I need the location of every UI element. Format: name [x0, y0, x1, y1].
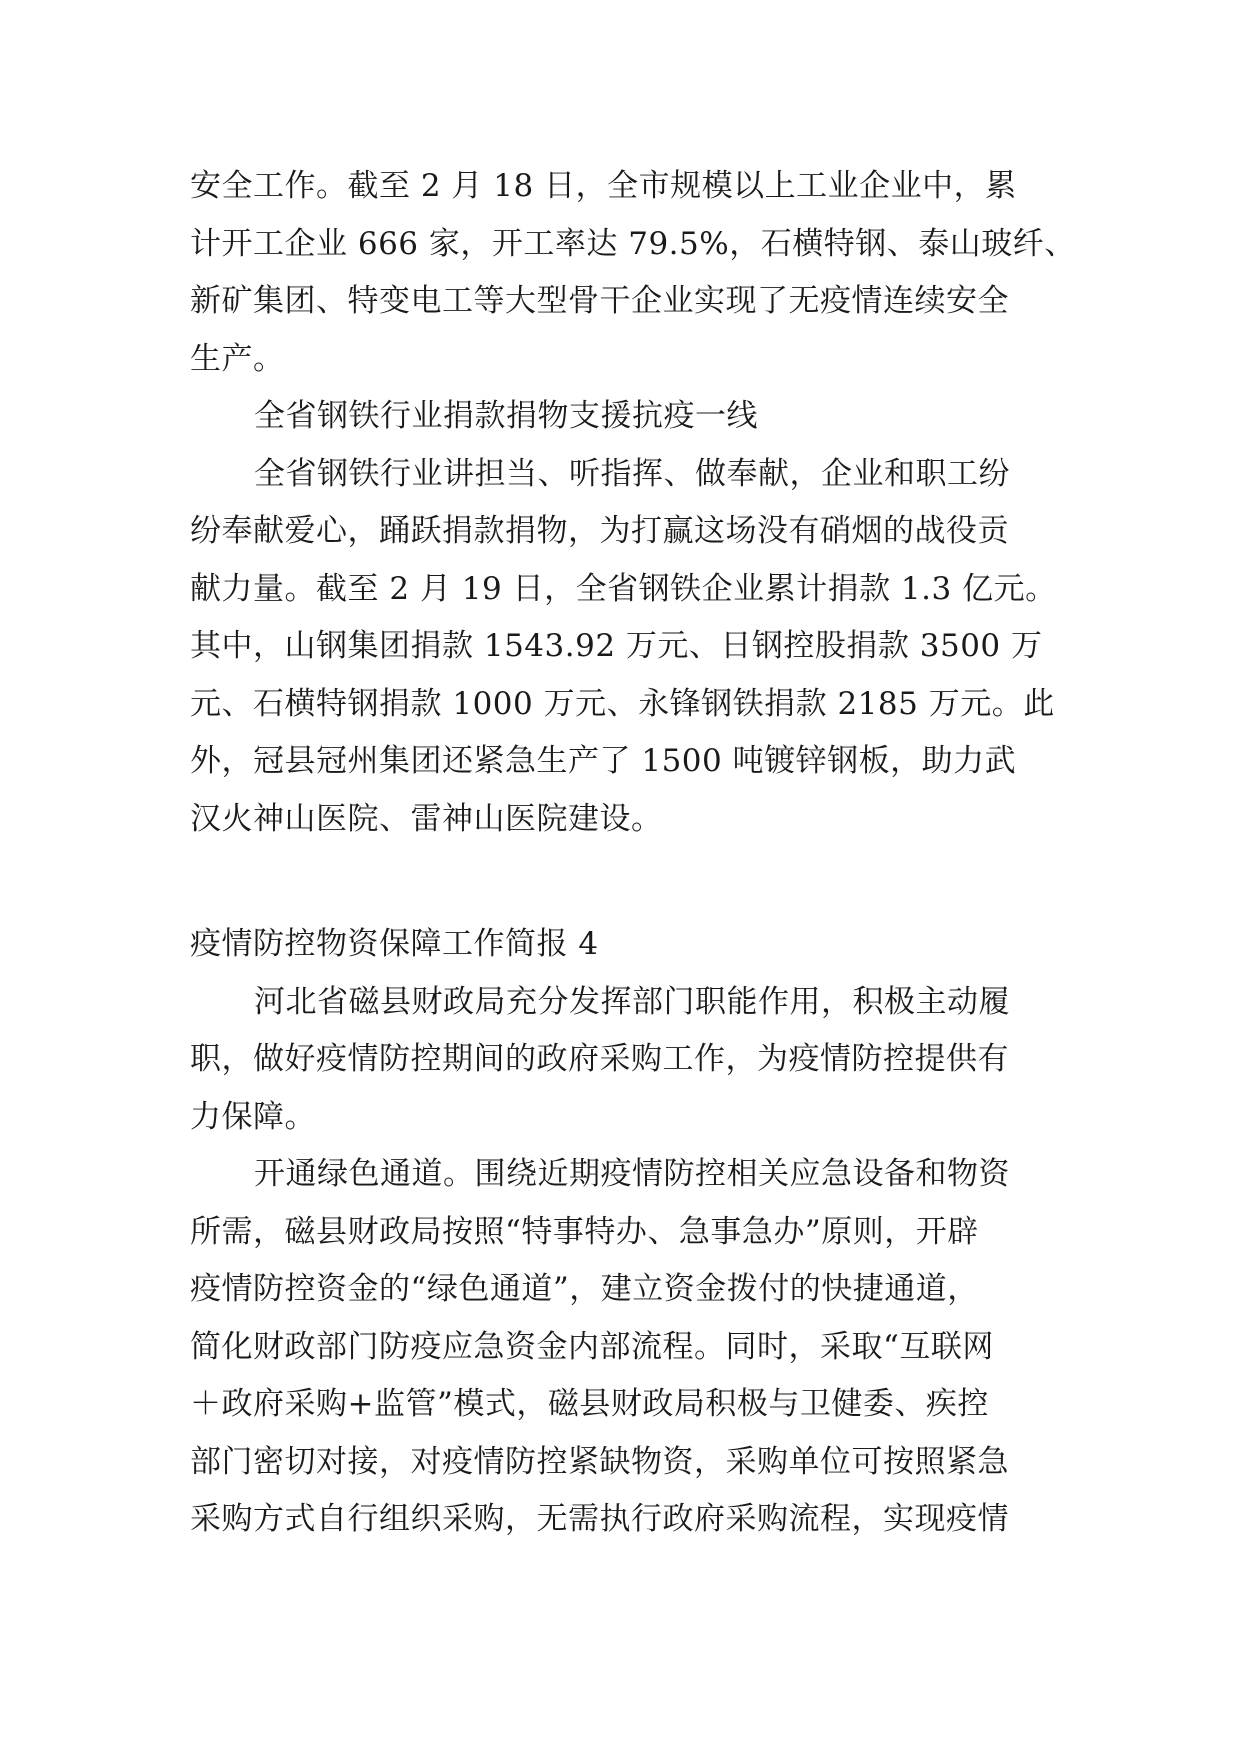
paragraph-line: 新矿集团、特变电工等大型骨干企业实现了无疫情连续安全 — [190, 283, 1009, 319]
paragraph-line: 外，冠县冠州集团还紧急生产了 1500 吨镀锌钢板，助力武 — [190, 743, 1017, 779]
paragraph-line: 汉火神山医院、雷神山医院建设。 — [190, 800, 663, 837]
paragraph-line: 计开工企业 666 家，开工率达 79.5%，石横特钢、泰山玻纤、 — [190, 225, 1076, 262]
paragraph-line: 采购方式自行组织采购，无需执行政府采购流程，实现疫情 — [190, 1501, 1009, 1537]
paragraph-line: 所需，磁县财政局按照“特事特办、急事急办”原则，开辟 — [190, 1213, 979, 1250]
paragraph-line: 其中，山钢集团捐款 1543.92 万元、日钢控股捐款 3500 万 — [190, 628, 1043, 664]
paragraph-3 — [190, 974, 1060, 1147]
paragraph-line: 全省钢铁行业讲担当、听指挥、做奉献，企业和职工纷 — [254, 455, 1010, 492]
paragraph-line: 职，做好疫情防控期间的政府采购工作，为疫情防控提供有 — [190, 1041, 1009, 1077]
paragraph-line: 疫情防控资金的“绿色通道”，建立资金拨付的快捷通道， — [190, 1271, 979, 1307]
paragraph-line: 纷奉献爱心，踊跃捐款捐物，为打赢这场没有硝烟的战役贡 — [190, 513, 1009, 549]
paragraph-line: 河北省磁县财政局充分发挥部门职能作用，积极主动履 — [254, 983, 1010, 1020]
paragraph-line: 开通绿色通道。围绕近期疫情防控相关应急设备和物资 — [254, 1156, 1010, 1192]
paragraph-1 — [190, 158, 1076, 388]
paragraph-line: 简化财政部门防疫应急资金内部流程。同时，采取“互联网 — [190, 1328, 994, 1365]
paragraph-line: 生产。 — [190, 340, 285, 377]
paragraph-line: 献力量。截至 2 月 19 日，全省钢铁企业累计捐款 1.3 亿元。 — [190, 570, 1057, 607]
paragraph-line: 安全工作。截至 2 月 18 日，全市规模以上工业企业中，累 — [190, 168, 1017, 204]
section-title: 疫情防控物资保障工作简报 4 — [190, 926, 599, 962]
paragraph-line: ＋政府采购+监管”模式，磁县财政局积极与卫健委、疾控 — [190, 1386, 989, 1422]
paragraph-line: 部门密切对接，对疫情防控紧缺物资，采购单位可按照紧急 — [190, 1443, 1009, 1480]
paragraph-2 — [190, 446, 1060, 849]
paragraph-4 — [190, 1146, 1060, 1549]
paragraph-line: 元、石横特钢捐款 1000 万元、永锋钢铁捐款 2185 万元。此 — [190, 685, 1055, 722]
section-gap — [190, 848, 1060, 916]
paragraph-line: 力保障。 — [190, 1098, 316, 1135]
subheading-steel-donations: 全省钢铁行业捐款捐物支援抗疫一线 — [254, 398, 758, 434]
document-page — [190, 158, 1076, 1549]
